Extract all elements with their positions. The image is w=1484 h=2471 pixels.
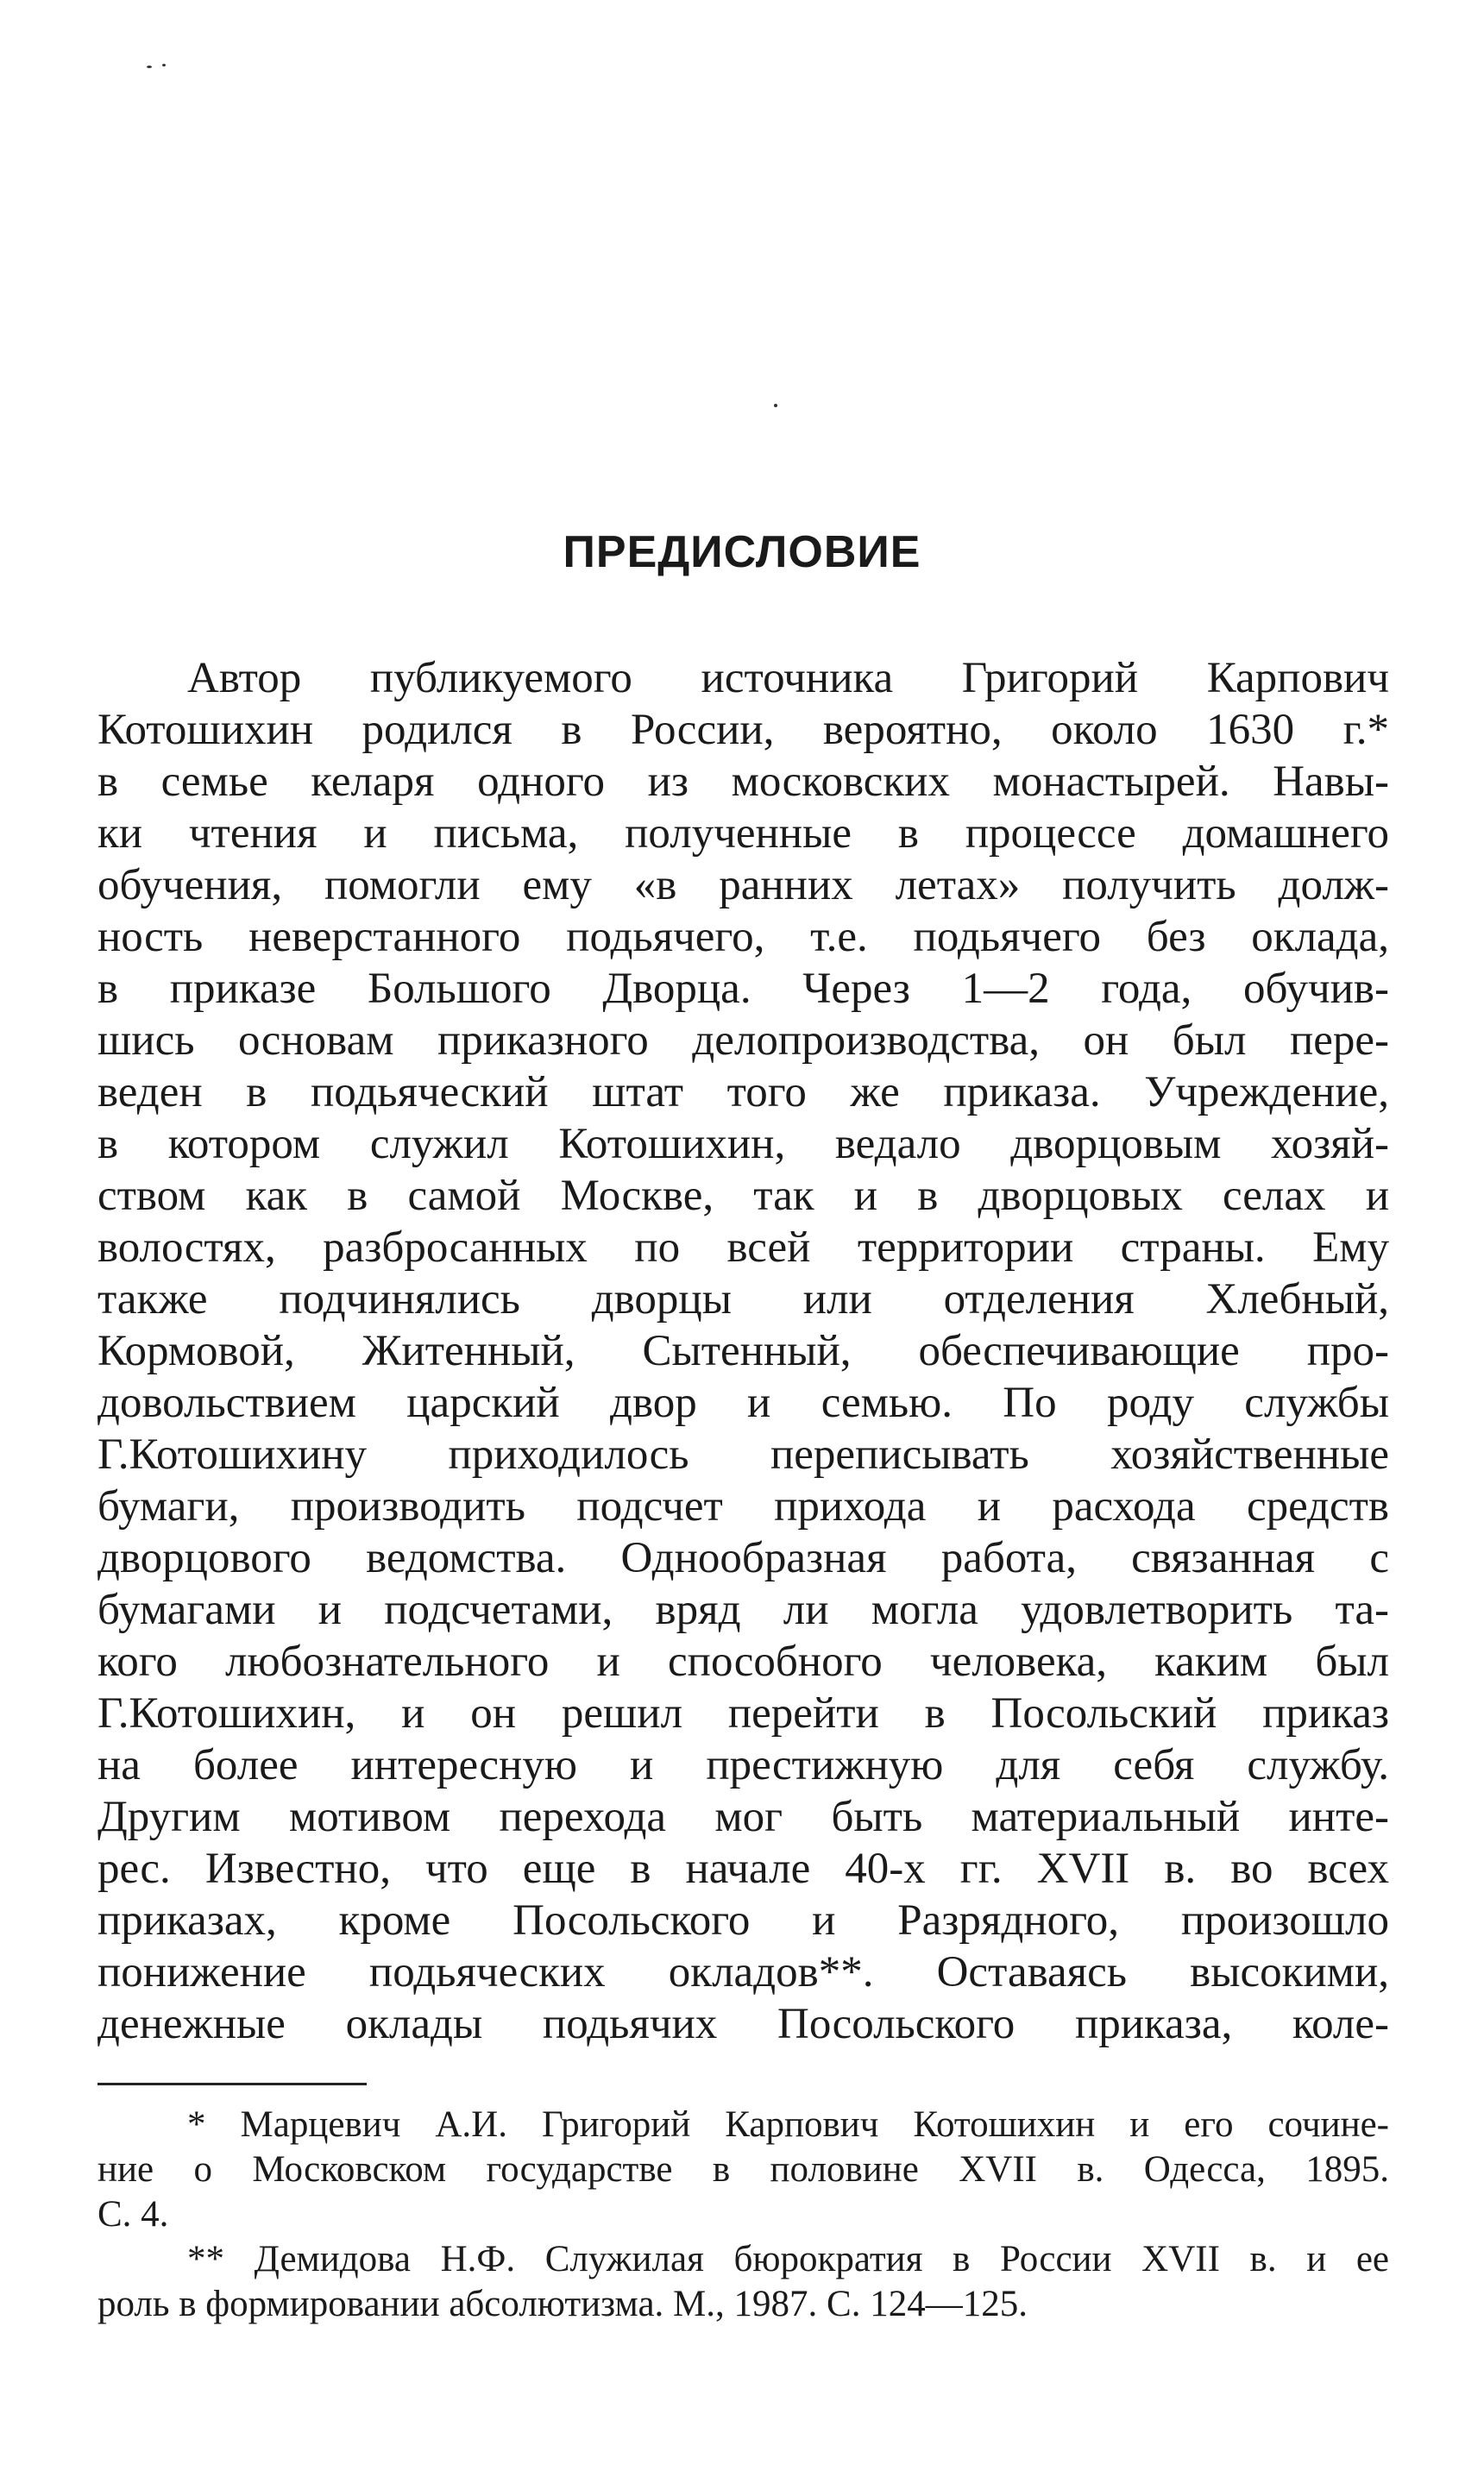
text-line: понижение подьяческих окладов**. Оставаясь высокими, bbox=[97, 1948, 1389, 1996]
footnote-line: ние о Московском государстве в половине XVII в. Одесса, 1895. bbox=[97, 2149, 1389, 2190]
scan-speck bbox=[162, 64, 166, 66]
text-line: бумаги, производить подсчет прихода и расхода средств bbox=[97, 1482, 1389, 1531]
text-line: на более интересную и престижную для себя службу. bbox=[97, 1741, 1389, 1789]
text-line: также подчинялись дворцы или отделения Хлебный, bbox=[97, 1275, 1389, 1324]
text-line: денежные оклады подьячих Посольского приказа, коле- bbox=[97, 2000, 1389, 2048]
text-line: Котошихин родился в России, вероятно, около 1630 г.* bbox=[97, 706, 1389, 754]
footnote-1 bbox=[97, 2103, 1389, 2237]
footnote-line: роль в формировании абсолютизма. М., 1987. С. 124—125. bbox=[97, 2284, 1028, 2324]
text-line: ность неверстанного подьячего, т.е. подьячего без оклада, bbox=[97, 913, 1389, 961]
footnote-line: * Марцевич А.И. Григорий Карпович Котошихин и его сочине- bbox=[187, 2104, 1389, 2145]
text-line: в котором служил Котошихин, ведало дворцовым хозяй- bbox=[97, 1120, 1389, 1168]
text-line: Г.Котошихин, и он решил перейти в Посольский приказ bbox=[97, 1689, 1389, 1738]
text-line: обучения, помогли ему «в ранних летах» получить долж- bbox=[97, 861, 1389, 909]
text-line: кого любознательного и способного человека, каким был bbox=[97, 1638, 1389, 1686]
text-line: рес. Известно, что еще в начале 40-х гг. XVII в. во всех bbox=[97, 1845, 1389, 1893]
footnote-line: ** Демидова Н.Ф. Служилая бюрократия в России XVII в. и ее bbox=[187, 2239, 1389, 2279]
text-line: ки чтения и письма, полученные в процессе домашнего bbox=[97, 809, 1389, 858]
footnotes bbox=[97, 2103, 1389, 2327]
page-title: ПРЕДИСЛОВИЕ bbox=[563, 527, 921, 577]
footnote-line: С. 4. bbox=[97, 2194, 169, 2235]
text-line: волостях, разбросанных по всей территории страны. Ему bbox=[97, 1223, 1389, 1272]
text-line: бумагами и подсчетами, вряд ли могла удовлетворить та- bbox=[97, 1586, 1389, 1634]
text-line: Кормовой, Житенный, Сытенный, обеспечивающие про- bbox=[97, 1327, 1389, 1375]
body-text bbox=[97, 652, 1389, 2050]
scan-speck bbox=[147, 66, 152, 68]
footnote-2 bbox=[97, 2237, 1389, 2327]
text-line: довольствием царский двор и семью. По роду службы bbox=[97, 1379, 1389, 1427]
text-line: Автор публикуемого источника Григорий Карпович bbox=[187, 654, 1389, 702]
text-line: в семье келаря одного из московских монастырей. Навы- bbox=[97, 758, 1389, 806]
text-line: приказах, кроме Посольского и Разрядного, произошло bbox=[97, 1896, 1389, 1945]
text-line: веден в подьяческий штат того же приказа. Учреждение, bbox=[97, 1068, 1389, 1116]
text-line: дворцового ведомства. Однообразная работа, связанная с bbox=[97, 1534, 1389, 1582]
text-line: ством как в самой Москве, так и в дворцовых селах и bbox=[97, 1172, 1389, 1220]
text-line: Другим мотивом перехода мог быть материальный инте- bbox=[97, 1793, 1389, 1841]
scan-speck bbox=[774, 404, 777, 407]
text-line: шись основам приказного делопроизводства, он был пере- bbox=[97, 1016, 1389, 1065]
text-line: Г.Котошихину приходилось переписывать хозяйственные bbox=[97, 1430, 1389, 1479]
footnote-divider bbox=[97, 2083, 367, 2085]
text-line: в приказе Большого Дворца. Через 1—2 года, обучив- bbox=[97, 965, 1389, 1013]
